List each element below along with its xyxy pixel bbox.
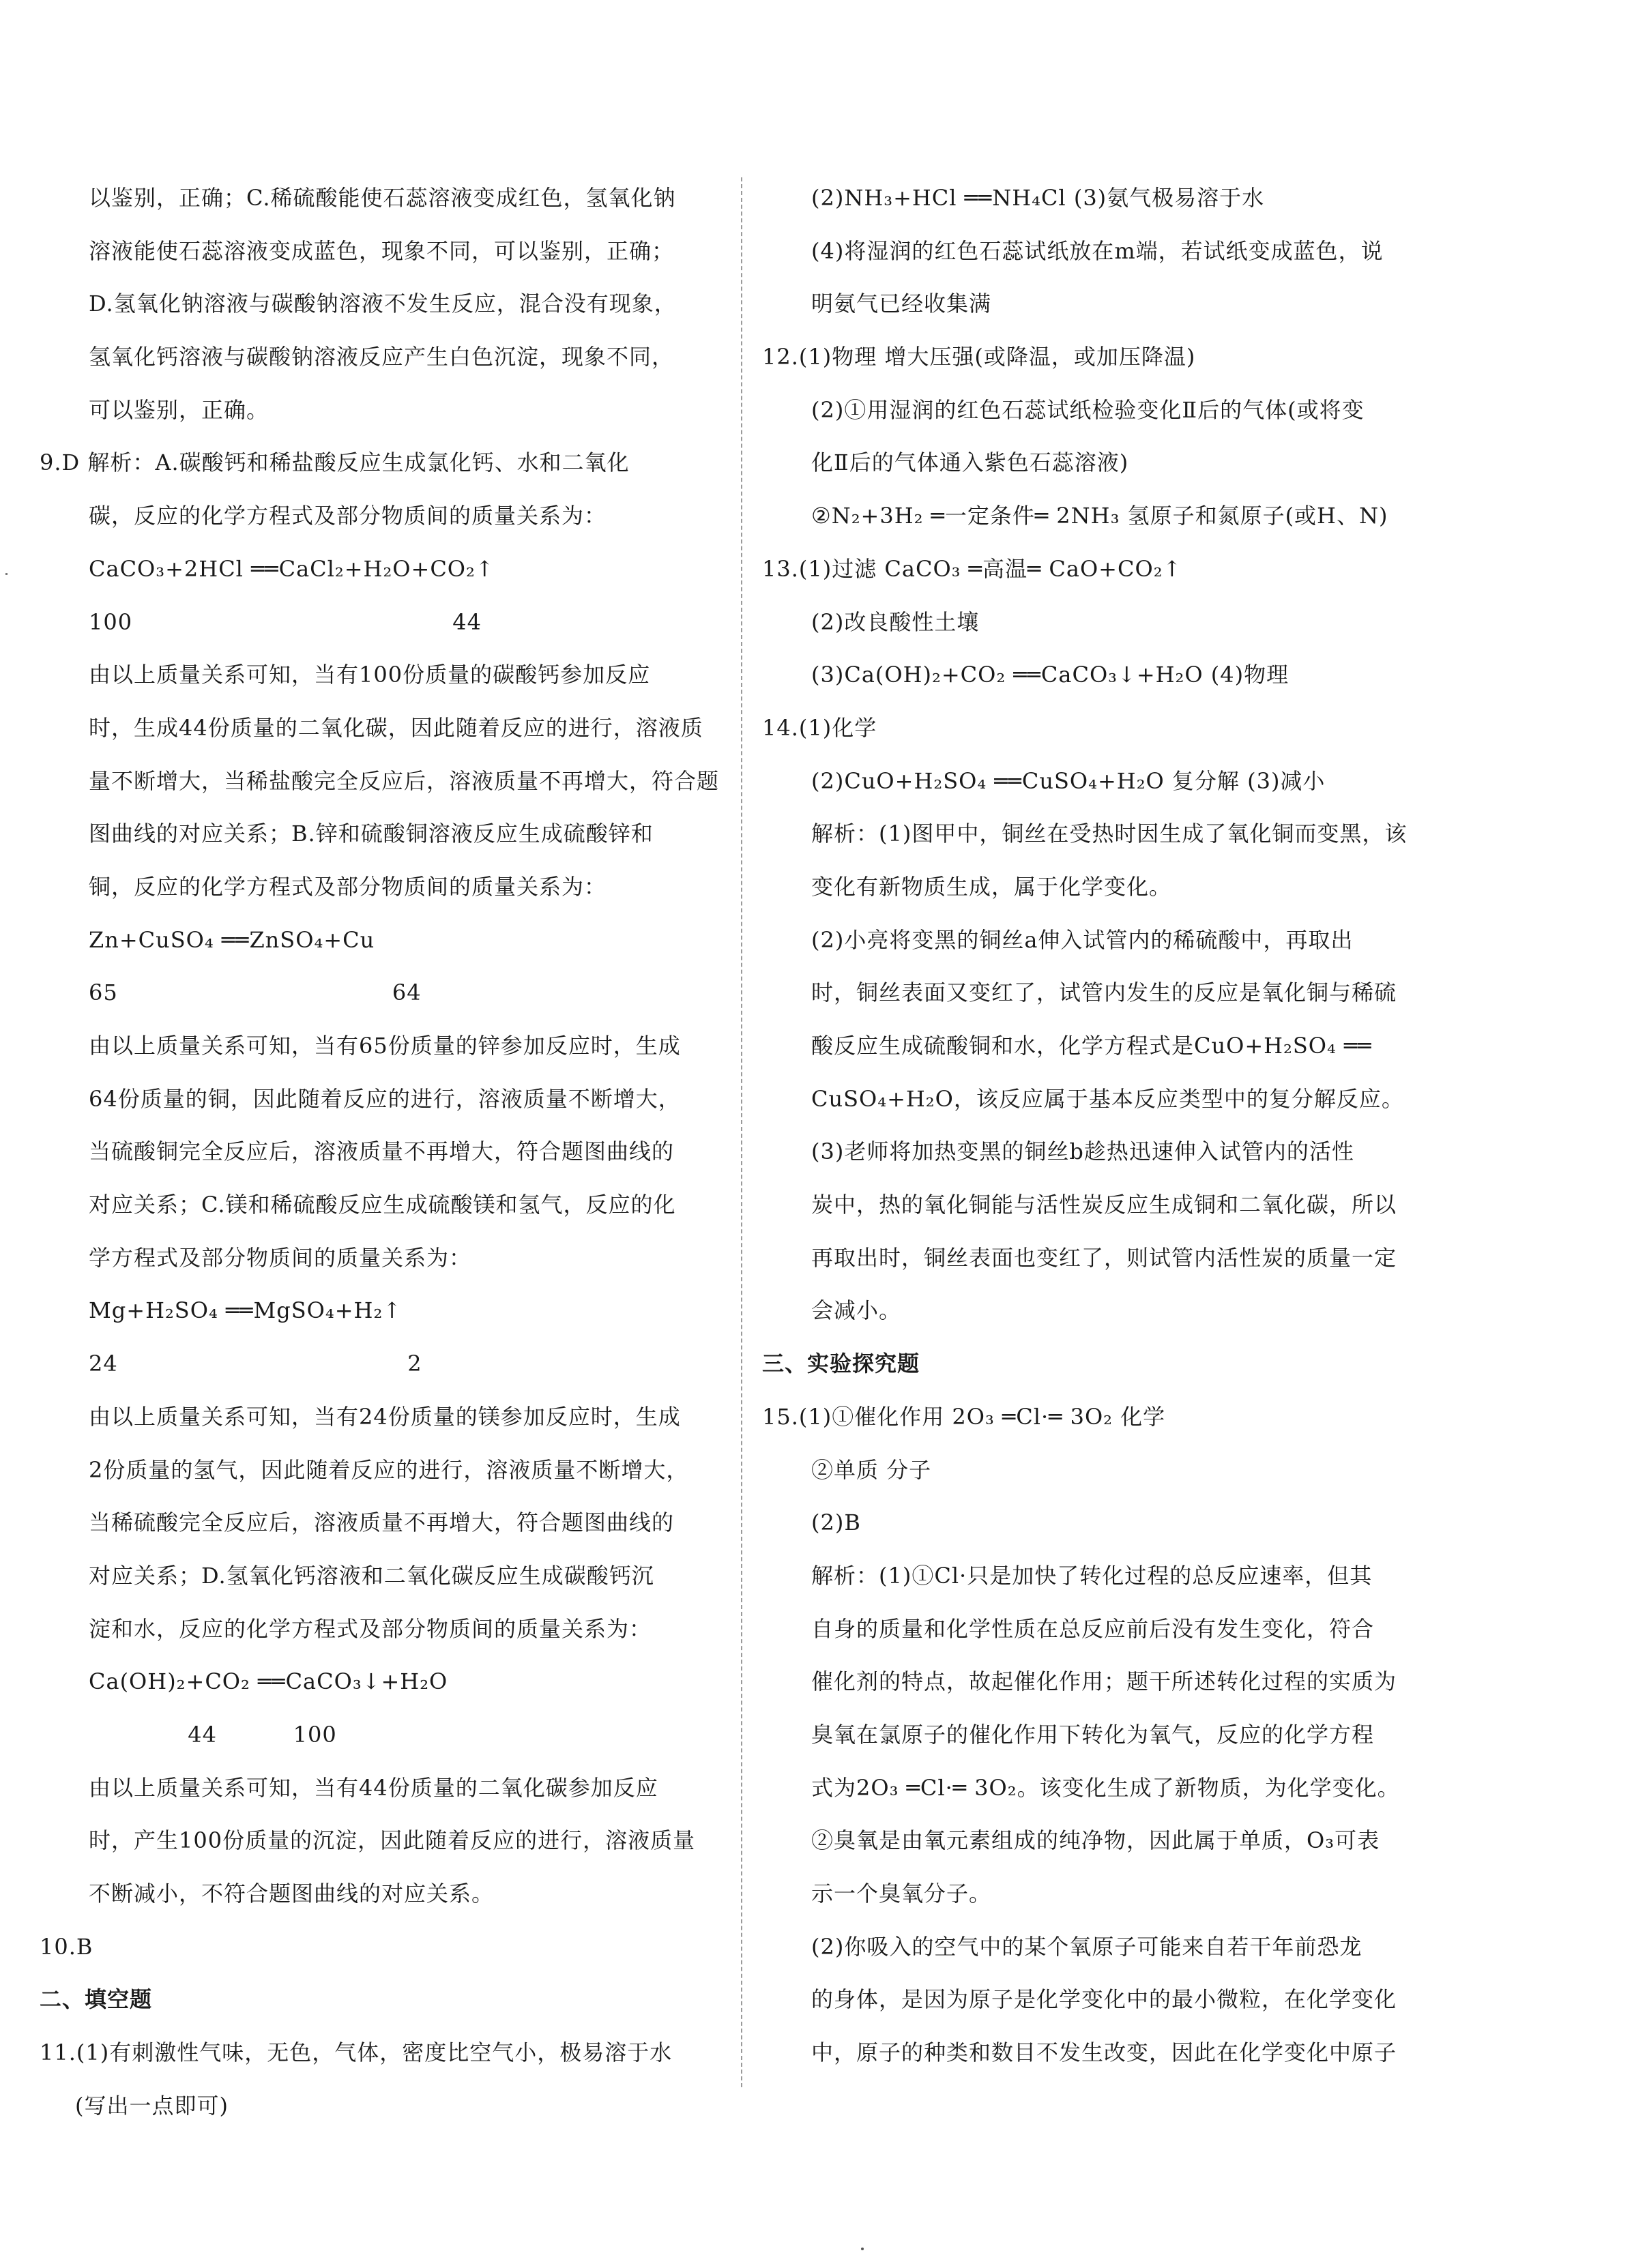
text-line: 臭氧在氯原子的催化作用下转化为氧气，反应的化学方程: [811, 1721, 1375, 1748]
text-line: 2份质量的氢气，因此随着反应的进行，溶液质量不断增大，: [89, 1456, 689, 1483]
text-line: 酸反应生成硫酸铜和水，化学方程式是CuO+H₂SO₄ ══: [811, 1033, 1372, 1059]
text-line: 不断减小，不符合题图曲线的对应关系。: [89, 1881, 495, 1906]
question-12: 12.(1)物理 增大压强(或降温，或加压降温): [762, 344, 1196, 370]
question-11: 11.(1)有刺激性气味，无色，气体，密度比空气小，极易溶于水: [40, 2039, 673, 2066]
text-line: 时，产生100份质量的沉淀，因此随着反应的进行，溶液质量: [89, 1827, 696, 1854]
text-line: 氢氧化钙溶液与碳酸钠溶液反应产生白色沉淀，现象不同，: [89, 344, 675, 370]
column-divider: [741, 177, 742, 2087]
text-line: 由以上质量关系可知，当有65份质量的锌参加反应时，生成: [89, 1033, 681, 1059]
mass-ratio-line: 44 100: [89, 1721, 337, 1748]
text-line: 会减小。: [811, 1297, 902, 1324]
text-line: 再取出时，铜丝表面也变红了，则试管内活性炭的质量一定: [811, 1244, 1397, 1271]
text-line: 炭中，热的氧化铜能与活性炭反应生成铜和二氧化碳，所以: [811, 1192, 1397, 1218]
mass-ratio-line: 24 2: [89, 1351, 422, 1377]
text-line: 变化有新物质生成，属于化学变化。: [811, 873, 1172, 900]
text-line: 的身体，是因为原子是化学变化中的最小微粒，在化学变化: [811, 1986, 1397, 2013]
equation-line: Mg+H₂SO₄ ══MgSO₄+H₂↑: [89, 1297, 403, 1324]
section-heading-fill-in: 二、填空题: [40, 1986, 153, 2013]
mass-ratio-line: 65 64: [89, 980, 422, 1006]
text-line: 碳，反应的化学方程式及部分物质间的质量关系为：: [89, 503, 607, 529]
text-line: (2)你吸入的空气中的某个氧原子可能来自若干年前恐龙: [811, 1933, 1362, 1960]
margin-mark: [5, 573, 8, 575]
text-line: 量不断增大，当稀盐酸完全反应后，溶液质量不再增大，符合题: [89, 767, 720, 794]
text-line: (写出一点即可): [75, 2092, 229, 2119]
text-line: 由以上质量关系可知，当有24份质量的镁参加反应时，生成: [89, 1403, 681, 1430]
text-line: 以鉴别，正确；C.稀硫酸能使石蕊溶液变成红色，氢氧化钠: [89, 185, 676, 211]
text-line: 当稀硫酸完全反应后，溶液质量不再增大，符合题图曲线的: [89, 1509, 675, 1536]
mass-ratio-line: 100 44: [89, 608, 482, 635]
text-line: 对应关系；C.镁和稀硫酸反应生成硫酸镁和氢气，反应的化: [89, 1192, 676, 1218]
text-line: D.氢氧化钠溶液与碳酸钠溶液不发生反应，混合没有现象，: [89, 291, 677, 317]
text-line: (2)B: [811, 1509, 861, 1536]
equation-line: (3)Ca(OH)₂+CO₂ ══CaCO₃↓+H₂O (4)物理: [811, 662, 1289, 688]
text-line: 时，铜丝表面又变红了，试管内发生的反应是氧化铜与稀硫: [811, 980, 1397, 1006]
text-line: (2)改良酸性土壤: [811, 608, 980, 635]
question-15: 15.(1)①催化作用 2O₃ ═Cl·═ 3O₂ 化学: [762, 1403, 1166, 1430]
equation-line: Zn+CuSO₄ ══ZnSO₄+Cu: [89, 926, 375, 953]
question-14: 14.(1)化学: [762, 714, 877, 741]
question-9: 9.D 解析：A.碳酸钙和稀盐酸反应生成氯化钙、水和二氧化: [40, 450, 630, 476]
equation-line: CaCO₃+2HCl ══CaCl₂+H₂O+CO₂↑: [89, 555, 495, 582]
text-line: (4)将湿润的红色石蕊试纸放在m端，若试纸变成蓝色，说: [811, 237, 1384, 264]
text-line: 当硫酸铜完全反应后，溶液质量不再增大，符合题图曲线的: [89, 1138, 675, 1165]
text-line: 对应关系；D.氢氧化钙溶液和二氧化碳反应生成碳酸钙沉: [89, 1562, 654, 1589]
text-line: 明氨气已经收集满: [811, 291, 992, 317]
section-heading-experiment: 三、实验探究题: [762, 1351, 920, 1377]
text-line: 铜，反应的化学方程式及部分物质间的质量关系为：: [89, 873, 607, 900]
text-line: (2)小亮将变黑的铜丝a伸入试管内的稀硫酸中，再取出: [811, 926, 1354, 953]
right-column: [762, 172, 1451, 2080]
question-13: 13.(1)过滤 CaCO₃ ═高温═ CaO+CO₂↑: [762, 555, 1182, 582]
text-line: 催化剂的特点，故起催化作用；题干所述转化过程的实质为: [811, 1668, 1397, 1695]
text-line: 示一个臭氧分子。: [811, 1881, 992, 1906]
equation-line: 式为2O₃ ═Cl·═ 3O₂。该变化生成了新物质，为化学变化。: [811, 1774, 1400, 1801]
text-line: 溶液能使石蕊溶液变成蓝色，现象不同，可以鉴别，正确；: [89, 237, 675, 264]
text-line: 自身的质量和化学性质在总反应前后没有发生变化，符合: [811, 1615, 1375, 1642]
question-10: 10.B: [40, 1933, 93, 1960]
text-line: 化Ⅱ后的气体通入紫色石蕊溶液): [811, 450, 1129, 476]
text-line: (3)老师将加热变黑的铜丝b趁热迅速伸入试管内的活性: [811, 1138, 1354, 1165]
equation-line: (2)CuO+H₂SO₄ ══CuSO₄+H₂O 复分解 (3)减小: [811, 767, 1326, 794]
text-line: 学方程式及部分物质间的质量关系为：: [89, 1244, 472, 1271]
text-line: 由以上质量关系可知，当有100份质量的碳酸钙参加反应: [89, 662, 651, 688]
text-line: 可以鉴别，正确。: [89, 396, 269, 423]
equation-line: ②N₂+3H₂ ═一定条件═ 2NH₃ 氢原子和氮原子(或H、N): [811, 503, 1388, 529]
text-line: 由以上质量关系可知，当有44份质量的二氧化碳参加反应: [89, 1774, 658, 1801]
analysis-line: 解析：(1)图甲中，铜丝在受热时因生成了氧化铜而变黑，该: [811, 821, 1408, 847]
text-line: (2)①用湿润的红色石蕊试纸检验变化Ⅱ后的气体(或将变: [811, 396, 1365, 423]
text-line: 淀和水，反应的化学方程式及部分物质间的质量关系为：: [89, 1615, 652, 1642]
equation-line: (2)NH₃+HCl ══NH₄Cl (3)氨气极易溶于水: [811, 185, 1265, 211]
text-line: ②单质 分子: [811, 1456, 932, 1483]
text-line: CuSO₄+H₂O，该反应属于基本反应类型中的复分解反应。: [811, 1085, 1404, 1112]
text-line: 图曲线的对应关系；B.锌和硫酸铜溶液反应生成硫酸锌和: [89, 821, 654, 847]
text-line: 时，生成44份质量的二氧化碳，因此随着反应的进行，溶液质: [89, 714, 703, 741]
page-dot: [861, 2248, 864, 2250]
text-line: 64份质量的铜，因此随着反应的进行，溶液质量不断增大，: [89, 1085, 681, 1112]
text-line: ②臭氧是由氧元素组成的纯净物，因此属于单质，O₃可表: [811, 1827, 1380, 1854]
equation-line: Ca(OH)₂+CO₂ ══CaCO₃↓+H₂O: [89, 1668, 448, 1695]
text-line: 中，原子的种类和数目不发生改变，因此在化学变化中原子: [811, 2039, 1397, 2066]
analysis-line: 解析：(1)①Cl·只是加快了转化过程的总反应速率，但其: [811, 1562, 1373, 1589]
left-column: [40, 172, 729, 2132]
